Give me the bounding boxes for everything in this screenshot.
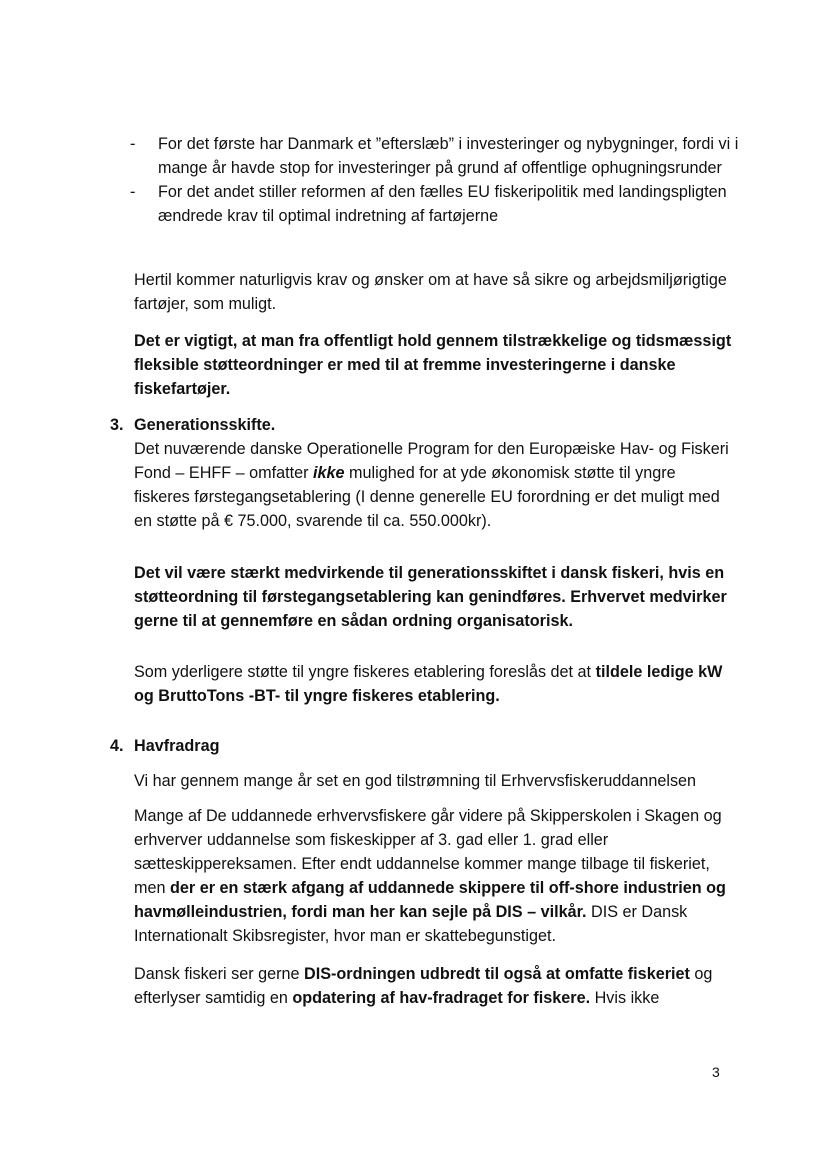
bullet-text: For det første har Danmark et ”efterslæb” i investeringer og nybygninger, fordi vi i mange år havde stop for investeringer på grund af offentlige ophugningsrunder bbox=[158, 135, 739, 177]
text-run: Hvis ikke bbox=[590, 989, 660, 1007]
emphasis-ikke: ikke bbox=[313, 464, 345, 482]
section-4-title: Havfradrag bbox=[134, 737, 220, 755]
bullet-item bbox=[120, 132, 740, 180]
text-run: DIS er Dansk Internationalt Skibsregister, hvor man er skattebegunstiget. bbox=[134, 903, 688, 945]
section-3-number: 3. bbox=[110, 416, 124, 434]
bullet-dash: - bbox=[130, 135, 136, 153]
bullet-list bbox=[120, 132, 740, 228]
bold-run: tildele ledige kW og BruttoTons -BT- til yngre fiskeres etablering. bbox=[134, 663, 723, 705]
bold-run: der er en stærk afgang af uddannede skippere til off-shore industrien og havmølleindustrien, fordi man her kan sejle på DIS – vilkår. bbox=[134, 879, 726, 921]
section-3-paragraph-2: Det vil være stærkt medvirkende til generationsskiftet i dansk fiskeri, hvis en støtteordning til førstegangsetablering kan genindføres. Erhvervet medvirker gerne til at gennemføre en sådan ordning organisatorisk. bbox=[134, 564, 727, 630]
section-4-heading bbox=[110, 734, 730, 758]
paragraph-vigtigt: Det er vigtigt, at man fra offentligt hold gennem tilstrækkelige og tidsmæssigt fleksible støtteordninger er med til at fremme investeringerne i danske fiskefartøjer. bbox=[134, 332, 732, 398]
bold-run: opdatering af hav-fradraget for fiskere. bbox=[292, 989, 591, 1007]
section-4-paragraph-1: Vi har gennem mange år set en god tilstrømning til Erhvervsfiskeruddannelsen bbox=[134, 772, 697, 790]
section-3-heading bbox=[110, 413, 730, 437]
section-4-paragraph-2 bbox=[134, 804, 734, 948]
text-run: Det nuværende danske Operationelle Program for den Europæiske Hav- og Fiskeri Fond – EHFF – omfatter bbox=[134, 440, 729, 482]
text-run: Som yderligere støtte til yngre fiskeres etablering foreslås det at bbox=[134, 663, 596, 681]
page-number: 3 bbox=[712, 1064, 720, 1080]
paragraph-hertil: Hertil kommer naturligvis krav og ønsker om at have så sikre og arbejdsmiljørigtige fartøjer, som muligt. bbox=[134, 271, 727, 313]
bullet-dash: - bbox=[130, 183, 136, 201]
section-3-title: Generationsskifte. bbox=[134, 416, 276, 434]
text-run: og efterlyser samtidig en bbox=[134, 965, 713, 1007]
bullet-text: For det andet stiller reformen af den fælles EU fiskeripolitik med landingspligten ændrede krav til optimal indretning af fartøjerne bbox=[158, 183, 727, 225]
text-run: mulighed for at yde økonomisk støtte til yngre fiskeres førstegangsetablering (I denne generelle EU forordning er det muligt med en støtte på € 75.000, svarende til ca. 550.000kr). bbox=[134, 464, 720, 530]
text-run: Mange af De uddannede erhvervsfiskere går videre på Skipperskolen i Skagen og erhverver uddannelse som fiskeskipper af 3. gad eller 1. grad eller sætteskippereksamen. Efter endt uddannelse kommer mange tilbage til fiskeriet, men bbox=[134, 807, 722, 897]
section-3-paragraph-1 bbox=[134, 437, 734, 533]
text-run: Dansk fiskeri ser gerne bbox=[134, 965, 305, 983]
bullet-item bbox=[120, 180, 740, 228]
bold-run: DIS-ordningen udbredt til også at omfatte fiskeriet bbox=[304, 965, 690, 983]
section-3-paragraph-3 bbox=[134, 660, 734, 708]
section-4-paragraph-3 bbox=[134, 962, 734, 1010]
section-4-number: 4. bbox=[110, 737, 124, 755]
